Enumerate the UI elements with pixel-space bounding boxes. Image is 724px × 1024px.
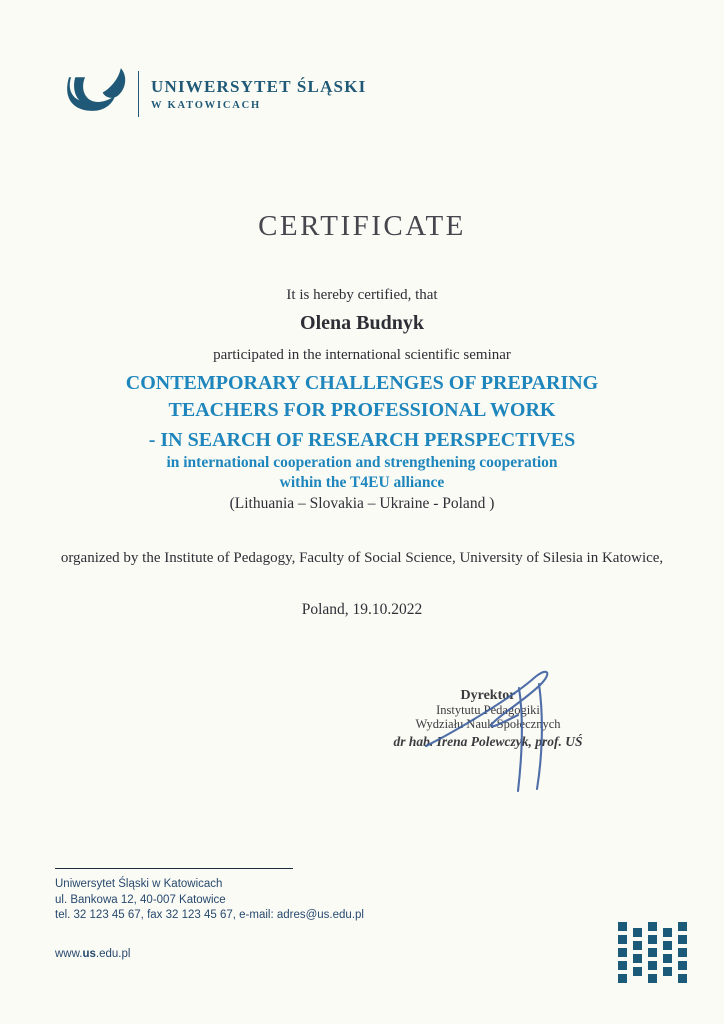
seminar-title-line1: CONTEMPORARY CHALLENGES OF PREPARING (125, 372, 599, 394)
seminar-scope (0, 453, 724, 492)
footer-address-line2: ul. Bankowa 12, 40-007 Katowice (55, 893, 226, 906)
seminar-title-line2: TEACHERS FOR PROFESSIONAL WORK (168, 399, 556, 421)
seminar-scope-line1: in international cooperation and strengthening cooperation (166, 454, 558, 471)
website-url (55, 948, 130, 960)
signer-name: dr hab. Irena Polewczyk, prof. UŚ (393, 734, 583, 749)
brand-divider (138, 71, 139, 117)
organizer-text: organized by the Institute of Pedagogy, Faculty of Social Science, University of Silesia in Katowice, (60, 550, 664, 566)
signer-org-line1: Instytutu Pedagogiki (436, 703, 540, 717)
website-suffix: .edu.pl (95, 948, 131, 960)
certificate-title: CERTIFICATE (258, 210, 466, 242)
website-prefix: www. (55, 948, 83, 960)
footer-divider (55, 868, 293, 869)
signature-block (388, 688, 588, 750)
countries-list: (Lithuania – Slovakia – Ukraine - Poland ) (229, 495, 495, 512)
university-logo-icon (62, 66, 132, 122)
brand-dot-pattern (618, 922, 627, 931)
footer-address (55, 877, 364, 924)
seminar-subtitle: - IN SEARCH OF RESEARCH PERSPECTIVES (148, 429, 576, 451)
university-brand (62, 66, 366, 122)
certified-intro-text: It is hereby certified, that (286, 287, 438, 303)
signer-org-line2: Wydziału Nauk Społecznych (415, 716, 561, 731)
recipient-name: Olena Budnyk (300, 312, 424, 334)
university-name-line2: W KATOWICACH (151, 100, 261, 111)
university-name-line1: UNIWERSYTET ŚLĄSKI (151, 77, 367, 96)
footer-address-line3: tel. 32 123 45 67, fax 32 123 45 67, e-mail: adres@us.edu.pl (55, 909, 364, 921)
seminar-scope-line2: within the T4EU alliance (279, 473, 445, 491)
signer-role: Dyrektor (460, 688, 516, 703)
participation-text: participated in the international scientific seminar (213, 347, 511, 363)
university-name (151, 77, 366, 111)
date-place-text: Poland, 19.10.2022 (301, 601, 423, 618)
footer-address-line1: Uniwersytet Śląski w Katowicach (55, 878, 223, 890)
seminar-title (0, 370, 724, 424)
website-domain: us (82, 948, 96, 960)
